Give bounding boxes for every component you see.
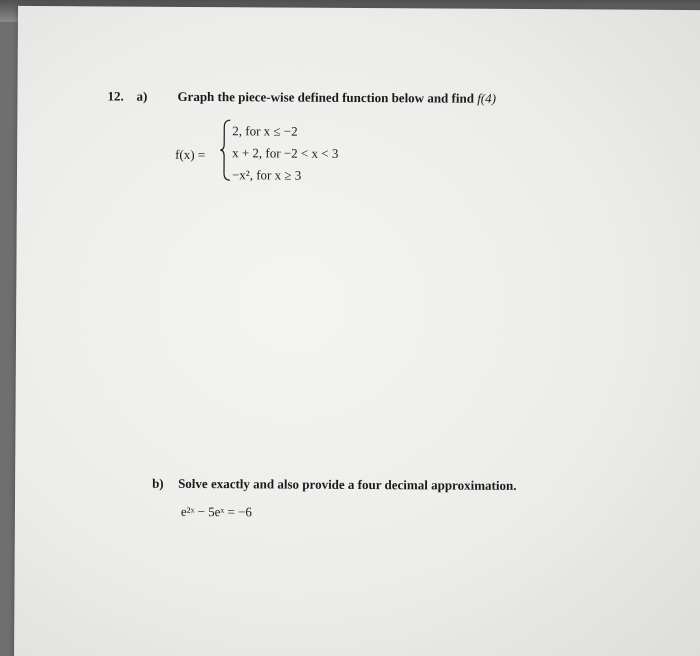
case-2: x + 2, for −2 < x < 3	[232, 145, 339, 161]
part-a-instruction	[177, 89, 496, 107]
part-b-equation: e²ˣ − 5eˣ = −6	[180, 503, 252, 520]
problem-number: 12.	[107, 88, 124, 104]
case-3: −x², for x ≥ 3	[231, 167, 302, 183]
case-1: 2, for x ≤ −2	[232, 123, 298, 139]
function-lhs: f(x) =	[175, 146, 206, 163]
part-a-label: a)	[136, 88, 148, 104]
part-a-instruction-fx: f(4)	[477, 90, 497, 106]
part-b-label: b)	[152, 475, 164, 491]
part-b-instruction: Solve exactly and also provide a four decimal approximation.	[178, 475, 517, 493]
left-brace-icon	[220, 119, 231, 181]
worksheet-page	[14, 6, 700, 656]
part-a-instruction-text: Graph the piece-wise defined function below and find	[177, 88, 475, 106]
